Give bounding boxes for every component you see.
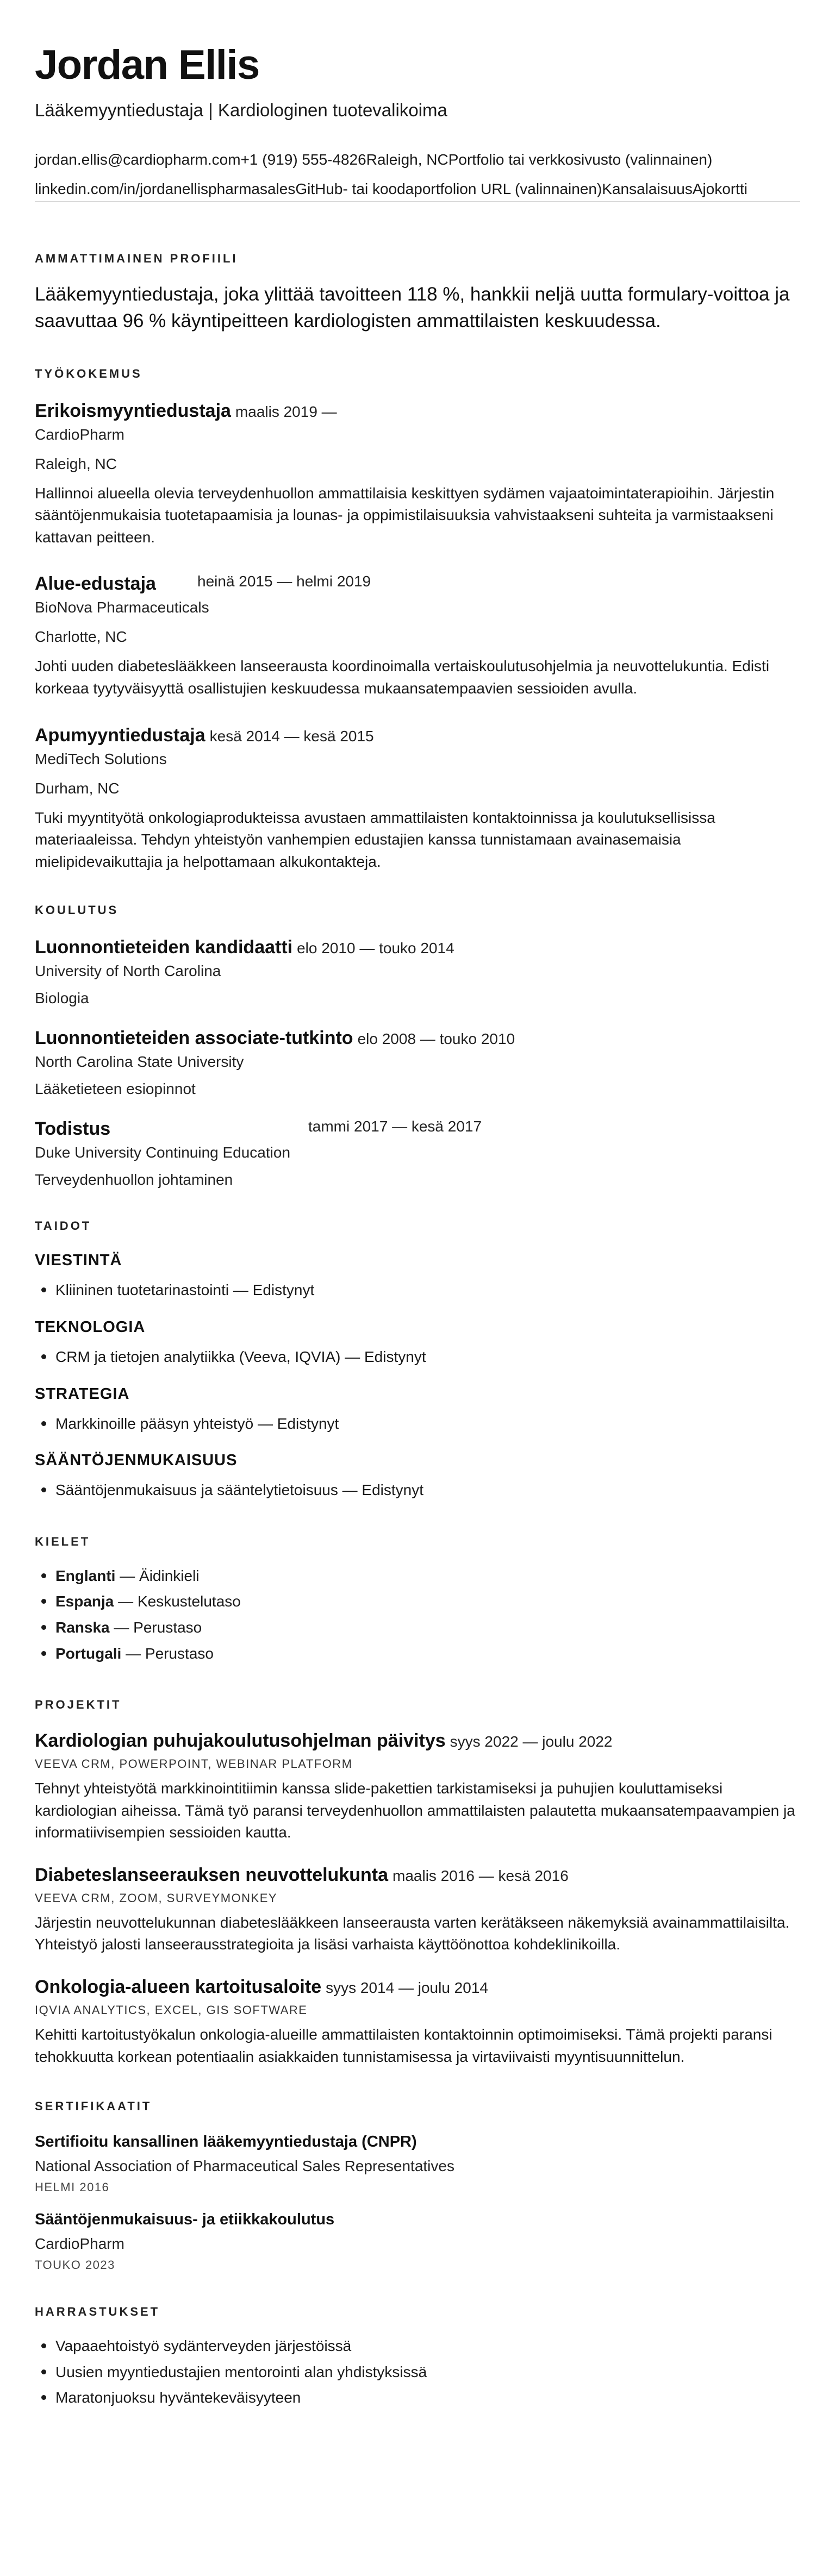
headline: Lääkemyyntiedustaja | Kardiologinen tuotevalikoima — [35, 99, 447, 120]
company: BioNova Pharmaceuticals — [35, 599, 209, 616]
company: MediTech Solutions — [35, 750, 167, 767]
skill-list — [35, 1344, 800, 1370]
section-title: KOULUTUS — [35, 903, 119, 917]
interest-list — [35, 2333, 800, 2411]
education-dates: elo 2008 — touko 2010 — [357, 1030, 515, 1048]
field-of-study: Terveydenhuollon johtaminen — [35, 1171, 233, 1189]
project-title: Diabeteslanseerauksen neuvottelukunta — [35, 1864, 389, 1885]
profile-text: Lääkemyyntiedustaja, joka ylittää tavoitteen 118 %, hankkii neljä uutta formulary-voittoa ja saavuttaa 96 % käyntipeitteen kardiologisten ammattilaisten keskuudessa. — [35, 283, 790, 332]
skill-category — [35, 1318, 800, 1370]
job-description: Hallinnoi alueella olevia terveydenhuollon ammattilaisia keskittyen sydämen vajaatoimintaterapioihin. Järjestin sääntöjenmukaisia tuotetapaamisia ja lounas- ja oppimistilaisuuksia vahvistaakseni suhteita ja varmistaakseni kattavan peitteen. — [35, 484, 775, 546]
certification-date: HELMI 2016 — [35, 2180, 110, 2194]
location: Raleigh, NC — [366, 151, 448, 168]
job-title: Erikoismyyntiedustaja — [35, 400, 231, 421]
certification-issuer: National Association of Pharmaceutical Sales Representatives — [35, 2158, 454, 2175]
interest-item: Vapaaehtoistyö sydänterveyden järjestöissä — [55, 2333, 800, 2359]
school: University of North Carolina — [35, 962, 221, 980]
languages-section — [35, 1535, 800, 1666]
entry-head — [35, 1028, 800, 1049]
education-entry — [35, 1118, 800, 1189]
interest-item: Maratonjuoksu hyväntekeväisyyteen — [55, 2385, 800, 2411]
entry-head — [35, 1730, 800, 1752]
section-title: AMMATTIMAINEN PROFIILI — [35, 251, 238, 265]
section-title: HARRASTUKSET — [35, 2305, 160, 2319]
skill-category-name: TEKNOLOGIA — [35, 1318, 146, 1336]
project-description: Järjestin neuvottelukunnan diabeteslääkkeen lanseerausta varten kerätäkseen näkemyksiä avainammattilaisilta. Yhteistyö jalosti lanseerausstrategioita ja lisäsi varhaista käyttöönottoa kohdeklinikoilla. — [35, 1914, 790, 1953]
section-title: TAIDOT — [35, 1219, 92, 1233]
language-level: — Keskustelutaso — [114, 1593, 241, 1610]
entry-head — [35, 573, 800, 595]
skill-item: Markkinoille pääsyn yhteistyö — Edistynyt — [55, 1411, 800, 1437]
entry-head — [35, 937, 800, 958]
entry-head — [35, 1865, 800, 1886]
skill-item: Kliininen tuotetarinastointi — Edistynyt — [55, 1277, 800, 1303]
education-dates: elo 2010 — touko 2014 — [297, 940, 454, 957]
project-entry — [35, 1865, 800, 1956]
job-location: Raleigh, NC — [35, 455, 117, 472]
experience-section — [35, 367, 800, 873]
portfolio-link[interactable]: Portfolio tai verkkosivusto (valinnainen) — [448, 151, 713, 168]
profile-section — [35, 252, 800, 334]
language-item — [55, 1563, 800, 1589]
degree: Luonnontieteiden kandidaatti — [35, 937, 293, 958]
skill-category — [35, 1452, 800, 1503]
candidate-name: Jordan Ellis — [35, 42, 259, 88]
education-entry — [35, 937, 800, 1007]
contact-line-2 — [35, 180, 800, 202]
skill-category — [35, 1252, 800, 1303]
certifications-section — [35, 2099, 800, 2272]
project-entry — [35, 1977, 800, 2068]
contact-line-1 — [35, 151, 800, 168]
experience-entry — [35, 725, 800, 873]
entry-head — [35, 1977, 800, 1998]
email-link[interactable]: jordan.ellis@cardiopharm.com — [35, 151, 241, 168]
project-description: Kehitti kartoitustyökalun onkologia-alueille ammattilaisten kontaktoinnin optimoimiseksi. Tämä projekti paransi tehokkuutta korkean potentiaalin asiakkaiden tunnistamisessa ja virtaviivaisti myyntisuunnittelun. — [35, 2026, 772, 2065]
language-name: Espanja — [55, 1593, 114, 1610]
language-item — [55, 1589, 800, 1615]
degree: Luonnontieteiden associate-tutkinto — [35, 1028, 353, 1049]
skill-list — [35, 1411, 800, 1437]
skill-list — [35, 1477, 800, 1503]
certification-issuer: CardioPharm — [35, 2235, 124, 2253]
education-section — [35, 903, 800, 1189]
job-location: Charlotte, NC — [35, 628, 127, 646]
project-entry — [35, 1730, 800, 1844]
job-dates: kesä 2014 — kesä 2015 — [209, 727, 374, 745]
skill-item: Sääntöjenmukaisuus ja sääntelytietoisuus — Edistynyt — [55, 1477, 800, 1503]
skill-item: CRM ja tietojen analytiikka (Veeva, IQVIA) — Edistynyt — [55, 1344, 800, 1370]
entry-head — [35, 725, 800, 746]
projects-section — [35, 1698, 800, 2068]
job-description: Tuki myyntityötä onkologiaprodukteissa avustaen ammattilaisten kontaktoinnissa ja koulutuksellisissa materiaaleissa. Tehdyn yhteistyön vanhempien edustajien kanssa tunnistamaan avainasemaisia mielipidevaikuttajia ja helpottamaan alkukontakteja. — [35, 809, 715, 870]
project-description: Tehnyt yhteistyötä markkinointitiimin kanssa slide-pakettien tarkistamiseksi ja puhujien kouluttamiseksi kardiologian aiheissa. Tämä työ paransi terveydenhuollon ammattilaisten palautetta mukaansatempaavampien ja informatiivisempien sessioiden kautta. — [35, 1780, 795, 1841]
degree: Todistus — [35, 1118, 111, 1140]
entry-head — [35, 1118, 800, 1140]
github-link[interactable]: GitHub- tai koodaportfolion URL (valinnainen) — [295, 180, 602, 197]
language-item — [55, 1641, 800, 1667]
project-dates: syys 2022 — joulu 2022 — [450, 1733, 613, 1750]
skill-list — [35, 1277, 800, 1303]
interests-section — [35, 2305, 800, 2411]
job-dates: maalis 2019 — — [235, 403, 337, 420]
certification-entry — [35, 2133, 800, 2194]
project-title: Kardiologian puhujakoulutusohjelman päivitys — [35, 1730, 446, 1752]
job-description: Johti uuden diabeteslääkkeen lanseerausta koordinoimalla vertaiskoulutusohjelmia ja neuvottelukuntia. Edisti korkeaa tyytyväisyyttä osallistujien keskuudessa mukaansatempaavien sessioiden avulla. — [35, 658, 770, 697]
certification-title: Sääntöjenmukaisuus- ja etiikkakoulutus — [35, 2211, 335, 2229]
language-list — [35, 1563, 800, 1666]
skill-category-name: SÄÄNTÖJENMUKAISUUS — [35, 1452, 238, 1470]
language-name: Portugali — [55, 1645, 122, 1662]
certification-date: TOUKO 2023 — [35, 2258, 115, 2272]
field-of-study: Biologia — [35, 990, 89, 1007]
drivers-license: Ajokortti — [692, 180, 748, 197]
section-title: KIELET — [35, 1534, 91, 1548]
interest-item: Uusien myyntiedustajien mentorointi alan yhdistyksissä — [55, 2359, 800, 2385]
project-dates: syys 2014 — joulu 2014 — [326, 1979, 488, 1997]
certification-title: Sertifioitu kansallinen lääkemyyntiedustaja (CNPR) — [35, 2133, 417, 2151]
entry-head — [35, 401, 800, 422]
citizenship: Kansalaisuus — [602, 180, 693, 197]
job-dates: heinä 2015 — helmi 2019 — [197, 573, 371, 590]
education-dates: tammi 2017 — kesä 2017 — [308, 1118, 482, 1135]
phone: +1 (919) 555-4826 — [240, 151, 366, 168]
section-title: PROJEKTIT — [35, 1698, 122, 1712]
job-location: Durham, NC — [35, 779, 120, 797]
field-of-study: Lääketieteen esiopinnot — [35, 1080, 196, 1098]
project-tech: IQVIA ANALYTICS, EXCEL, GIS SOFTWARE — [35, 2003, 308, 2017]
language-name: Ranska — [55, 1618, 110, 1636]
linkedin-link[interactable]: linkedin.com/in/jordanellispharmasales — [35, 180, 296, 197]
job-title: Alue-edustaja — [35, 573, 156, 595]
skills-section — [35, 1219, 800, 1503]
certification-entry — [35, 2211, 800, 2272]
project-dates: maalis 2016 — kesä 2016 — [392, 1867, 569, 1884]
experience-entry — [35, 573, 800, 699]
section-title: SERTIFIKAATIT — [35, 2099, 152, 2114]
project-tech: VEEVA CRM, POWERPOINT, WEBINAR PLATFORM — [35, 1757, 353, 1771]
language-level: — Perustaso — [109, 1618, 202, 1636]
job-title: Apumyyntiedustaja — [35, 724, 205, 746]
language-item — [55, 1615, 800, 1641]
section-title: TYÖKOKEMUS — [35, 366, 142, 380]
school: Duke University Continuing Education — [35, 1144, 291, 1161]
project-tech: VEEVA CRM, ZOOM, SURVEYMONKEY — [35, 1891, 278, 1905]
education-entry — [35, 1028, 800, 1098]
company: CardioPharm — [35, 426, 124, 443]
project-title: Onkologia-alueen kartoitusaloite — [35, 1977, 322, 1998]
skill-category — [35, 1385, 800, 1437]
experience-entry — [35, 401, 800, 549]
school: North Carolina State University — [35, 1053, 244, 1071]
language-level: — Äidinkieli — [115, 1567, 200, 1584]
language-level: — Perustaso — [121, 1645, 214, 1662]
skill-category-name: VIESTINTÄ — [35, 1252, 122, 1270]
skill-category-name: STRATEGIA — [35, 1385, 130, 1403]
language-name: Englanti — [55, 1567, 116, 1584]
